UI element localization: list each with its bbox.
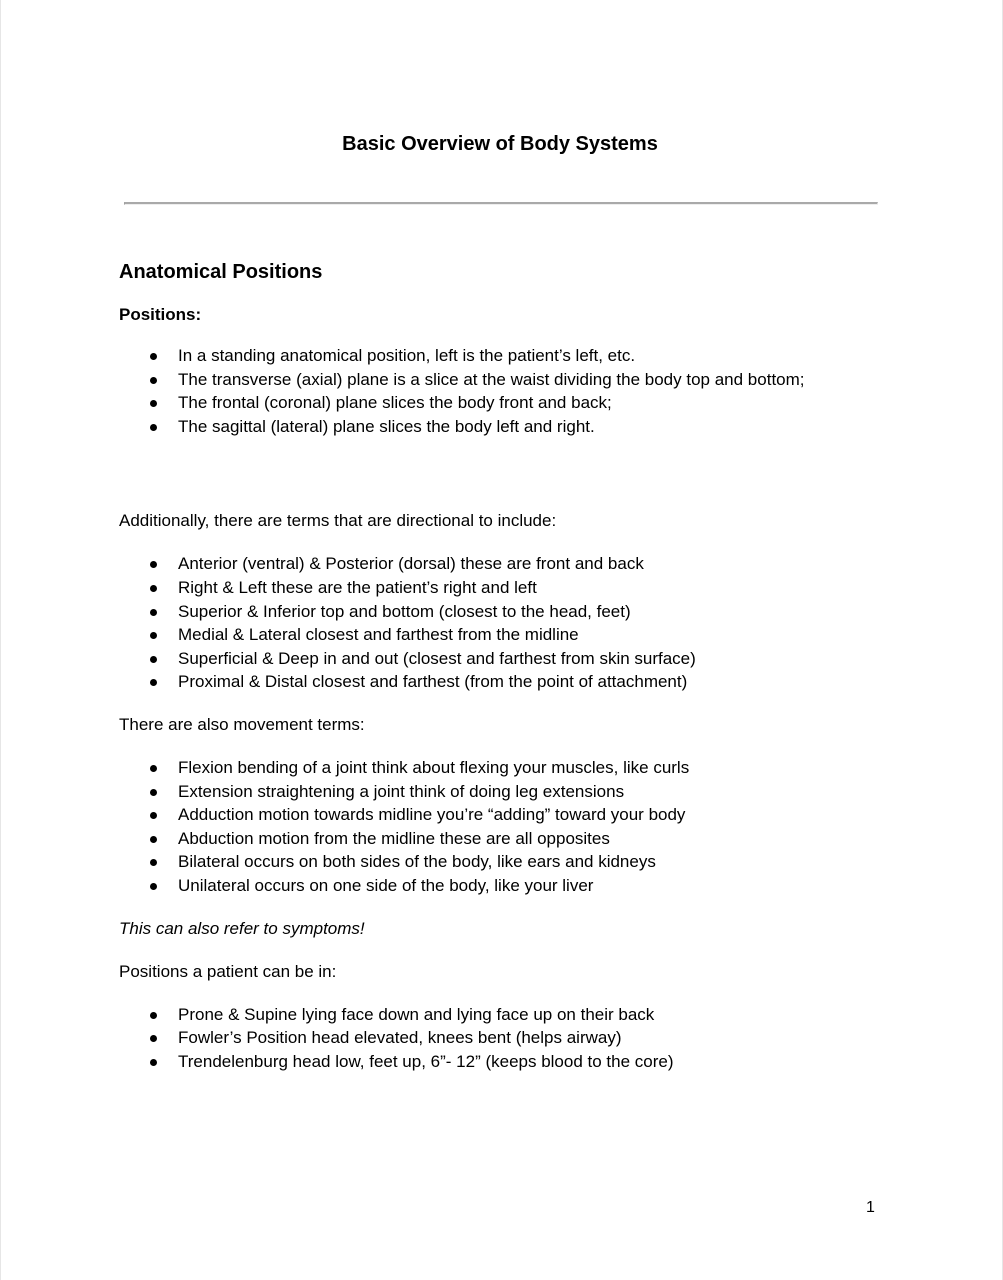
list-item: Adduction motion towards midline you’re “adding” toward your body bbox=[119, 803, 899, 827]
list-item: Abduction motion from the midline these are all opposites bbox=[119, 827, 899, 851]
document-title: Basic Overview of Body Systems bbox=[342, 133, 658, 155]
directional-terms-list bbox=[119, 552, 899, 694]
document-body bbox=[119, 258, 899, 1092]
list-item: Superficial & Deep in and out (closest and farthest from skin surface) bbox=[119, 647, 899, 671]
positions-list bbox=[119, 344, 899, 438]
spacer bbox=[119, 457, 899, 509]
list-item: Bilateral occurs on both sides of the body, like ears and kidneys bbox=[119, 850, 899, 874]
title-divider bbox=[124, 202, 878, 205]
list-item: Flexion bending of a joint think about flexing your muscles, like curls bbox=[119, 756, 899, 780]
movement-intro: There are also movement terms: bbox=[119, 714, 365, 734]
section-heading: Anatomical Positions bbox=[119, 261, 323, 283]
positions-subheading: Positions: bbox=[119, 305, 202, 324]
list-item: Prone & Supine lying face down and lying face up on their back bbox=[119, 1003, 899, 1027]
movement-terms-list bbox=[119, 756, 899, 898]
directional-intro: Additionally, there are terms that are directional to include: bbox=[119, 511, 557, 531]
list-item: Right & Left these are the patient’s right and left bbox=[119, 576, 899, 600]
list-item: Fowler’s Position head elevated, knees bent (helps airway) bbox=[119, 1026, 899, 1050]
list-item: Anterior (ventral) & Posterior (dorsal) these are front and back bbox=[119, 552, 899, 576]
list-item: Superior & Inferior top and bottom (closest to the head, feet) bbox=[119, 600, 899, 624]
symptoms-note: This can also refer to symptoms! bbox=[119, 918, 365, 938]
list-item: Medial & Lateral closest and farthest from the midline bbox=[119, 623, 899, 647]
list-item: Trendelenburg head low, feet up, 6”- 12” (keeps blood to the core) bbox=[119, 1050, 899, 1074]
patient-positions-list bbox=[119, 1003, 899, 1074]
list-item: The frontal (coronal) plane slices the body front and back; bbox=[119, 391, 899, 415]
list-item: Proximal & Distal closest and farthest (from the point of attachment) bbox=[119, 670, 899, 694]
page-number: 1 bbox=[866, 1199, 875, 1216]
list-item: Extension straightening a joint think of doing leg extensions bbox=[119, 780, 899, 804]
list-item: In a standing anatomical position, left is the patient’s left, etc. bbox=[119, 344, 899, 368]
list-item: The transverse (axial) plane is a slice at the waist dividing the body top and bottom; bbox=[119, 368, 899, 392]
list-item: Unilateral occurs on one side of the body, like your liver bbox=[119, 874, 899, 898]
patient-positions-intro: Positions a patient can be in: bbox=[119, 961, 337, 981]
list-item: The sagittal (lateral) plane slices the body left and right. bbox=[119, 415, 899, 439]
